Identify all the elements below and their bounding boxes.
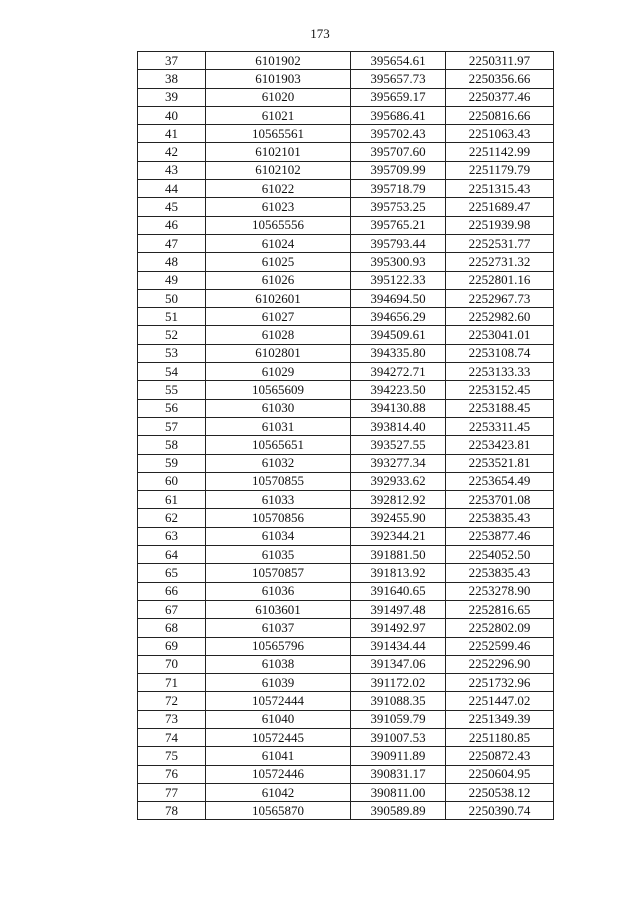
- y-coordinate-cell: 2253188.45: [446, 399, 554, 417]
- table-row: [138, 271, 554, 289]
- point-id-cell: 61032: [206, 454, 351, 472]
- y-coordinate-cell: 2253521.81: [446, 454, 554, 472]
- table-row: [138, 692, 554, 710]
- y-coordinate-cell: 2251180.85: [446, 728, 554, 746]
- table-row: [138, 326, 554, 344]
- y-coordinate-cell: 2251732.96: [446, 674, 554, 692]
- point-number-cell: 65: [138, 564, 206, 582]
- table-row: [138, 436, 554, 454]
- point-id-cell: 61035: [206, 546, 351, 564]
- point-id-cell: 61023: [206, 198, 351, 216]
- point-number-cell: 75: [138, 747, 206, 765]
- point-id-cell: 10565651: [206, 436, 351, 454]
- table-row: [138, 417, 554, 435]
- point-number-cell: 68: [138, 619, 206, 637]
- point-number-cell: 37: [138, 52, 206, 70]
- point-number-cell: 49: [138, 271, 206, 289]
- point-number-cell: 62: [138, 509, 206, 527]
- x-coordinate-cell: 392933.62: [351, 472, 446, 490]
- table-row: [138, 655, 554, 673]
- y-coordinate-cell: 2251349.39: [446, 710, 554, 728]
- x-coordinate-cell: 390811.00: [351, 783, 446, 801]
- point-number-cell: 66: [138, 582, 206, 600]
- y-coordinate-cell: 2253654.49: [446, 472, 554, 490]
- table-row: [138, 344, 554, 362]
- point-id-cell: 61022: [206, 180, 351, 198]
- table-row: [138, 399, 554, 417]
- point-id-cell: 61024: [206, 234, 351, 252]
- point-id-cell: 61042: [206, 783, 351, 801]
- y-coordinate-cell: 2253423.81: [446, 436, 554, 454]
- table-row: [138, 289, 554, 307]
- y-coordinate-cell: 2251179.79: [446, 161, 554, 179]
- y-coordinate-cell: 2250390.74: [446, 802, 554, 820]
- y-coordinate-cell: 2253133.33: [446, 363, 554, 381]
- x-coordinate-cell: 395707.60: [351, 143, 446, 161]
- table-row: [138, 52, 554, 70]
- point-number-cell: 40: [138, 106, 206, 124]
- point-number-cell: 72: [138, 692, 206, 710]
- x-coordinate-cell: 395718.79: [351, 180, 446, 198]
- point-number-cell: 44: [138, 180, 206, 198]
- point-id-cell: 6102601: [206, 289, 351, 307]
- point-number-cell: 60: [138, 472, 206, 490]
- point-number-cell: 69: [138, 637, 206, 655]
- point-id-cell: 61037: [206, 619, 351, 637]
- point-number-cell: 50: [138, 289, 206, 307]
- point-id-cell: 10570855: [206, 472, 351, 490]
- x-coordinate-cell: 391497.48: [351, 600, 446, 618]
- point-number-cell: 61: [138, 491, 206, 509]
- point-number-cell: 76: [138, 765, 206, 783]
- point-number-cell: 38: [138, 70, 206, 88]
- point-id-cell: 61027: [206, 308, 351, 326]
- y-coordinate-cell: 2251939.98: [446, 216, 554, 234]
- y-coordinate-cell: 2252982.60: [446, 308, 554, 326]
- point-id-cell: 10565556: [206, 216, 351, 234]
- point-number-cell: 48: [138, 253, 206, 271]
- point-number-cell: 51: [138, 308, 206, 326]
- x-coordinate-cell: 395654.61: [351, 52, 446, 70]
- y-coordinate-cell: 2253311.45: [446, 417, 554, 435]
- point-id-cell: 61021: [206, 106, 351, 124]
- x-coordinate-cell: 394694.50: [351, 289, 446, 307]
- point-id-cell: 61020: [206, 88, 351, 106]
- table-row: [138, 509, 554, 527]
- y-coordinate-cell: 2251447.02: [446, 692, 554, 710]
- point-id-cell: 10565870: [206, 802, 351, 820]
- x-coordinate-cell: 394656.29: [351, 308, 446, 326]
- table-row: [138, 546, 554, 564]
- x-coordinate-cell: 391172.02: [351, 674, 446, 692]
- y-coordinate-cell: 2253278.90: [446, 582, 554, 600]
- x-coordinate-cell: 394272.71: [351, 363, 446, 381]
- point-number-cell: 43: [138, 161, 206, 179]
- coordinates-table: [137, 51, 554, 820]
- table-row: [138, 198, 554, 216]
- table-row: [138, 454, 554, 472]
- point-id-cell: 61039: [206, 674, 351, 692]
- x-coordinate-cell: 393527.55: [351, 436, 446, 454]
- point-id-cell: 10570856: [206, 509, 351, 527]
- x-coordinate-cell: 391007.53: [351, 728, 446, 746]
- point-number-cell: 46: [138, 216, 206, 234]
- point-id-cell: 61030: [206, 399, 351, 417]
- point-id-cell: 6103601: [206, 600, 351, 618]
- point-id-cell: 61028: [206, 326, 351, 344]
- x-coordinate-cell: 395702.43: [351, 125, 446, 143]
- y-coordinate-cell: 2250538.12: [446, 783, 554, 801]
- point-number-cell: 56: [138, 399, 206, 417]
- point-id-cell: 61026: [206, 271, 351, 289]
- x-coordinate-cell: 391640.65: [351, 582, 446, 600]
- table-row: [138, 88, 554, 106]
- y-coordinate-cell: 2250356.66: [446, 70, 554, 88]
- y-coordinate-cell: 2250311.97: [446, 52, 554, 70]
- y-coordinate-cell: 2253835.43: [446, 509, 554, 527]
- table-row: [138, 710, 554, 728]
- point-id-cell: 61034: [206, 527, 351, 545]
- x-coordinate-cell: 392812.92: [351, 491, 446, 509]
- x-coordinate-cell: 395657.73: [351, 70, 446, 88]
- x-coordinate-cell: 394130.88: [351, 399, 446, 417]
- point-number-cell: 57: [138, 417, 206, 435]
- table-row: [138, 674, 554, 692]
- y-coordinate-cell: 2253152.45: [446, 381, 554, 399]
- y-coordinate-cell: 2253877.46: [446, 527, 554, 545]
- x-coordinate-cell: 395793.44: [351, 234, 446, 252]
- table-row: [138, 747, 554, 765]
- y-coordinate-cell: 2250377.46: [446, 88, 554, 106]
- x-coordinate-cell: 394223.50: [351, 381, 446, 399]
- y-coordinate-cell: 2252296.90: [446, 655, 554, 673]
- table-row: [138, 564, 554, 582]
- table-row: [138, 619, 554, 637]
- point-number-cell: 63: [138, 527, 206, 545]
- x-coordinate-cell: 395765.21: [351, 216, 446, 234]
- table-row: [138, 765, 554, 783]
- point-number-cell: 55: [138, 381, 206, 399]
- point-id-cell: 61040: [206, 710, 351, 728]
- point-id-cell: 10572444: [206, 692, 351, 710]
- x-coordinate-cell: 390589.89: [351, 802, 446, 820]
- x-coordinate-cell: 395659.17: [351, 88, 446, 106]
- y-coordinate-cell: 2252801.16: [446, 271, 554, 289]
- x-coordinate-cell: 391813.92: [351, 564, 446, 582]
- x-coordinate-cell: 391434.44: [351, 637, 446, 655]
- table-body: [138, 52, 554, 820]
- point-id-cell: 61033: [206, 491, 351, 509]
- x-coordinate-cell: 394335.80: [351, 344, 446, 362]
- point-number-cell: 73: [138, 710, 206, 728]
- y-coordinate-cell: 2252599.46: [446, 637, 554, 655]
- point-number-cell: 58: [138, 436, 206, 454]
- point-number-cell: 39: [138, 88, 206, 106]
- point-number-cell: 59: [138, 454, 206, 472]
- table-row: [138, 491, 554, 509]
- table-row: [138, 363, 554, 381]
- x-coordinate-cell: 391492.97: [351, 619, 446, 637]
- table-row: [138, 70, 554, 88]
- x-coordinate-cell: 395686.41: [351, 106, 446, 124]
- point-id-cell: 6101902: [206, 52, 351, 70]
- point-id-cell: 10572445: [206, 728, 351, 746]
- point-id-cell: 61031: [206, 417, 351, 435]
- x-coordinate-cell: 391347.06: [351, 655, 446, 673]
- y-coordinate-cell: 2251315.43: [446, 180, 554, 198]
- x-coordinate-cell: 393814.40: [351, 417, 446, 435]
- x-coordinate-cell: 395122.33: [351, 271, 446, 289]
- y-coordinate-cell: 2253041.01: [446, 326, 554, 344]
- x-coordinate-cell: 395753.25: [351, 198, 446, 216]
- table-row: [138, 783, 554, 801]
- point-number-cell: 41: [138, 125, 206, 143]
- y-coordinate-cell: 2250816.66: [446, 106, 554, 124]
- point-id-cell: 6102801: [206, 344, 351, 362]
- x-coordinate-cell: 392455.90: [351, 509, 446, 527]
- y-coordinate-cell: 2252802.09: [446, 619, 554, 637]
- table-row: [138, 180, 554, 198]
- table-row: [138, 728, 554, 746]
- x-coordinate-cell: 395300.93: [351, 253, 446, 271]
- table-row: [138, 637, 554, 655]
- x-coordinate-cell: 391088.35: [351, 692, 446, 710]
- point-id-cell: 10565796: [206, 637, 351, 655]
- table-row: [138, 143, 554, 161]
- table-row: [138, 161, 554, 179]
- y-coordinate-cell: 2253108.74: [446, 344, 554, 362]
- point-number-cell: 53: [138, 344, 206, 362]
- point-number-cell: 42: [138, 143, 206, 161]
- point-id-cell: 61041: [206, 747, 351, 765]
- table-row: [138, 582, 554, 600]
- y-coordinate-cell: 2250604.95: [446, 765, 554, 783]
- point-number-cell: 52: [138, 326, 206, 344]
- point-id-cell: 10572446: [206, 765, 351, 783]
- table-row: [138, 106, 554, 124]
- table-row: [138, 234, 554, 252]
- y-coordinate-cell: 2251142.99: [446, 143, 554, 161]
- point-number-cell: 71: [138, 674, 206, 692]
- y-coordinate-cell: 2254052.50: [446, 546, 554, 564]
- point-number-cell: 77: [138, 783, 206, 801]
- point-id-cell: 61036: [206, 582, 351, 600]
- point-id-cell: 10570857: [206, 564, 351, 582]
- y-coordinate-cell: 2250872.43: [446, 747, 554, 765]
- y-coordinate-cell: 2252967.73: [446, 289, 554, 307]
- x-coordinate-cell: 392344.21: [351, 527, 446, 545]
- point-id-cell: 6102101: [206, 143, 351, 161]
- point-id-cell: 61029: [206, 363, 351, 381]
- table-row: [138, 381, 554, 399]
- point-id-cell: 10565609: [206, 381, 351, 399]
- y-coordinate-cell: 2251689.47: [446, 198, 554, 216]
- table-row: [138, 125, 554, 143]
- table-row: [138, 600, 554, 618]
- x-coordinate-cell: 391881.50: [351, 546, 446, 564]
- x-coordinate-cell: 394509.61: [351, 326, 446, 344]
- point-id-cell: 6102102: [206, 161, 351, 179]
- x-coordinate-cell: 395709.99: [351, 161, 446, 179]
- page-number: 173: [310, 26, 330, 41]
- table-row: [138, 216, 554, 234]
- point-id-cell: 61025: [206, 253, 351, 271]
- point-number-cell: 64: [138, 546, 206, 564]
- x-coordinate-cell: 390911.89: [351, 747, 446, 765]
- point-id-cell: 10565561: [206, 125, 351, 143]
- y-coordinate-cell: 2253701.08: [446, 491, 554, 509]
- point-number-cell: 74: [138, 728, 206, 746]
- point-number-cell: 54: [138, 363, 206, 381]
- point-number-cell: 67: [138, 600, 206, 618]
- x-coordinate-cell: 391059.79: [351, 710, 446, 728]
- point-number-cell: 70: [138, 655, 206, 673]
- table-row: [138, 472, 554, 490]
- point-number-cell: 47: [138, 234, 206, 252]
- x-coordinate-cell: 393277.34: [351, 454, 446, 472]
- y-coordinate-cell: 2251063.43: [446, 125, 554, 143]
- table-row: [138, 253, 554, 271]
- point-id-cell: 6101903: [206, 70, 351, 88]
- y-coordinate-cell: 2252531.77: [446, 234, 554, 252]
- table-row: [138, 802, 554, 820]
- x-coordinate-cell: 390831.17: [351, 765, 446, 783]
- y-coordinate-cell: 2252731.32: [446, 253, 554, 271]
- point-number-cell: 45: [138, 198, 206, 216]
- y-coordinate-cell: 2253835.43: [446, 564, 554, 582]
- table-row: [138, 527, 554, 545]
- y-coordinate-cell: 2252816.65: [446, 600, 554, 618]
- point-number-cell: 78: [138, 802, 206, 820]
- point-id-cell: 61038: [206, 655, 351, 673]
- table-row: [138, 308, 554, 326]
